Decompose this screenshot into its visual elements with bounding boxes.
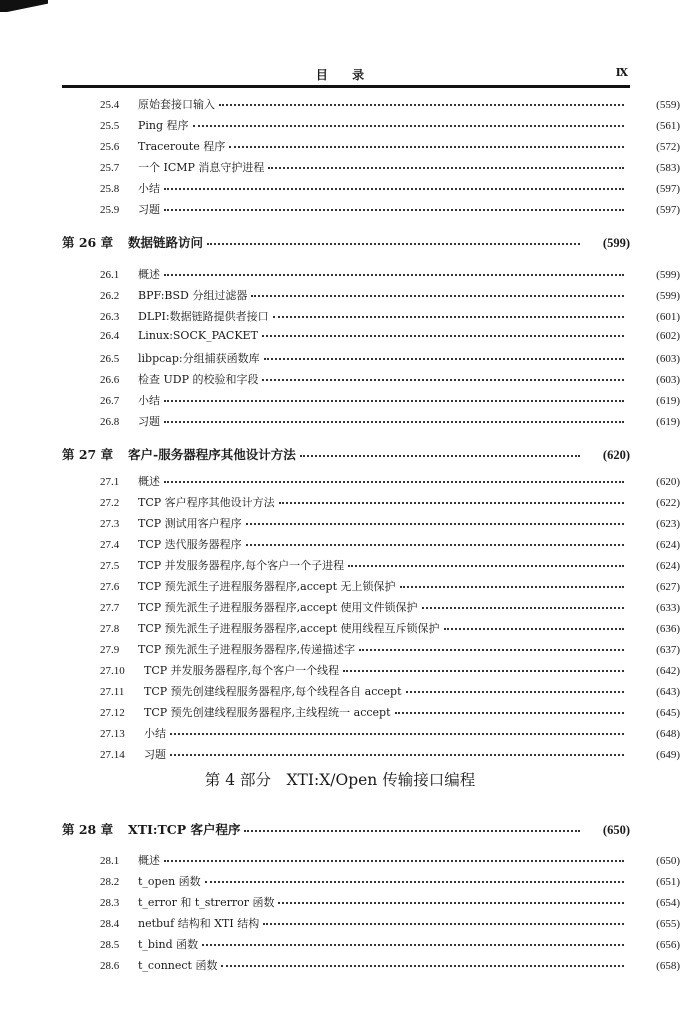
dot-leader <box>221 957 624 967</box>
toc-section-entry <box>0 117 680 133</box>
dot-leader <box>164 852 624 862</box>
toc-entry-number: 25.6 <box>100 141 120 153</box>
toc-entry-title: 小结 <box>144 727 166 740</box>
toc-entry-page: (643) <box>656 686 680 698</box>
toc-section-entry <box>0 746 680 762</box>
toc-entry-number: 第 27 章 <box>62 447 114 462</box>
toc-entry-title: 概述 <box>138 854 160 867</box>
toc-entry-number: 27.5 <box>100 560 120 572</box>
toc-section-entry <box>0 371 680 387</box>
toc-section-entry <box>0 473 680 489</box>
dot-leader <box>164 180 624 190</box>
toc-entry-title: TCP 并发服务器程序,每个客户一个线程 <box>144 664 340 677</box>
toc-entry-page: (655) <box>656 918 680 930</box>
toc-entry-number: 26.5 <box>100 353 120 365</box>
toc-entry-page: (624) <box>656 539 680 551</box>
toc-entry-page: (597) <box>656 183 680 195</box>
dot-leader <box>246 536 624 546</box>
toc-entry-page: (599) <box>656 290 680 302</box>
toc-entry-page: (622) <box>656 497 680 509</box>
toc-entry-number: 28.4 <box>100 918 120 930</box>
dot-leader <box>343 662 624 672</box>
toc-section-entry <box>0 494 680 510</box>
dot-leader <box>300 447 580 457</box>
toc-section-entry <box>0 266 680 282</box>
toc-chapter-entry <box>0 820 630 838</box>
toc-entry-title: netbuf 结构和 XTI 结构 <box>138 917 260 930</box>
toc-entry-title: TCP 客户程序其他设计方法 <box>138 496 275 509</box>
toc-entry-page: (619) <box>656 416 680 428</box>
toc-section-entry <box>0 641 680 657</box>
toc-entry-page: (620) <box>602 448 630 462</box>
dot-leader <box>205 873 624 883</box>
toc-entry-page: (603) <box>656 374 680 386</box>
dot-leader <box>348 557 624 567</box>
toc-section-entry <box>0 557 680 573</box>
dot-leader <box>279 494 624 504</box>
toc-entry-page: (597) <box>656 204 680 216</box>
toc-section-entry <box>0 725 680 741</box>
toc-entry-page: (559) <box>656 99 680 111</box>
toc-entry-number: 26.4 <box>100 330 120 342</box>
toc-chapter-entry <box>0 233 630 251</box>
toc-entry-page: (620) <box>656 476 680 488</box>
toc-entry-title: BPF:BSD 分组过滤器 <box>138 289 248 302</box>
toc-entry-number: 27.2 <box>100 497 120 509</box>
toc-entry-number: 26.8 <box>100 416 120 428</box>
toc-entry-number: 28.1 <box>100 855 120 867</box>
dot-leader <box>273 308 624 318</box>
toc-entry-page: (572) <box>656 141 680 153</box>
toc-entry-page: (624) <box>656 560 680 572</box>
toc-entry-page: (658) <box>656 960 680 972</box>
toc-section-entry <box>0 536 680 552</box>
toc-section-entry <box>0 704 680 720</box>
toc-entry-page: (645) <box>656 707 680 719</box>
toc-section-entry <box>0 662 680 678</box>
toc-entry-title: TCP 预先派生子进程服务器程序,accept 使用线程互斥锁保护 <box>138 622 440 635</box>
toc-entry-title: DLPI:数据链路提供者接口 <box>138 310 269 323</box>
toc-entry-title: Traceroute 程序 <box>138 140 226 153</box>
dot-leader <box>202 936 624 946</box>
toc-section-entry <box>0 392 680 408</box>
toc-entry-title: 一个 ICMP 消息守护进程 <box>138 161 265 174</box>
toc-section-entry <box>0 515 680 531</box>
toc-entry-number: 27.7 <box>100 602 120 614</box>
toc-section-entry <box>0 894 680 910</box>
toc-section-entry <box>0 287 680 303</box>
toc-entry-number: 25.7 <box>100 162 120 174</box>
toc-entry-title: TCP 预先派生子进程服务器程序,传递描述字 <box>138 643 356 656</box>
toc-entry-title: XTI:TCP 客户程序 <box>128 822 241 837</box>
toc-entry-number: 27.13 <box>100 728 125 740</box>
toc-entry-title: TCP 测试用客户程序 <box>138 517 242 530</box>
dot-leader <box>262 371 624 381</box>
toc-entry-page: (561) <box>656 120 680 132</box>
toc-entry-title: 概述 <box>138 268 160 281</box>
dot-leader <box>244 822 580 832</box>
toc-entry-page: (654) <box>656 897 680 909</box>
dot-leader <box>246 515 624 525</box>
toc-entry-title: t_bind 函数 <box>138 938 199 951</box>
toc-section-entry <box>0 620 680 636</box>
dot-leader <box>207 235 580 245</box>
dot-leader <box>170 746 624 756</box>
toc-entry-title: TCP 预先创建线程服务器程序,每个线程各自 accept <box>144 685 402 698</box>
toc-section-entry <box>0 329 680 342</box>
toc-section-entry <box>0 936 680 952</box>
toc-entry-number: 27.10 <box>100 665 125 677</box>
toc-entry-title: TCP 并发服务器程序,每个客户一个子进程 <box>138 559 345 572</box>
part-heading: 第 4 部分 XTI:X/Open 传输接口编程 <box>204 771 476 789</box>
toc-section-entry <box>0 308 680 324</box>
toc-entry-number: 27.6 <box>100 581 120 593</box>
toc-entry-page: (636) <box>656 623 680 635</box>
dot-leader <box>406 683 625 693</box>
toc-entry-number: 27.1 <box>100 476 120 488</box>
toc-section-entry <box>0 96 680 112</box>
dot-leader <box>444 620 625 630</box>
scan-corner-mark <box>0 0 48 12</box>
toc-entry-title: 原始套接口输入 <box>138 98 215 111</box>
toc-entry-page: (650) <box>656 855 680 867</box>
toc-entry-page: (583) <box>656 162 680 174</box>
toc-entry-number: 27.12 <box>100 707 125 719</box>
toc-section-entry <box>0 683 680 699</box>
toc-entry-number: 27.3 <box>100 518 120 530</box>
toc-entry-number: 25.5 <box>100 120 120 132</box>
toc-entry-title: 数据链路访问 <box>128 235 204 250</box>
toc-entry-number: 25.8 <box>100 183 120 195</box>
toc-entry-page: (602) <box>656 330 680 342</box>
toc-entry-number: 26.3 <box>100 311 120 323</box>
toc-entry-number: 26.6 <box>100 374 120 386</box>
toc-entry-title: TCP 预先派生子进程服务器程序,accept 无上锁保护 <box>138 580 396 593</box>
toc-entry-page: (642) <box>656 665 680 677</box>
toc-entry-page: (603) <box>656 353 680 365</box>
toc-entry-title: TCP 预先创建线程服务器程序,主线程统一 accept <box>144 706 391 719</box>
dot-leader <box>268 159 624 169</box>
dot-leader <box>170 725 624 735</box>
toc-entry-page: (656) <box>656 939 680 951</box>
toc-entry-title: t_error 和 t_strerror 函数 <box>138 896 275 909</box>
toc-entry-title: 检查 UDP 的校验和字段 <box>138 373 259 386</box>
dot-leader <box>164 266 624 276</box>
toc-entry-number: 28.5 <box>100 939 120 951</box>
toc-entry-number: 27.14 <box>100 749 125 761</box>
toc-entry-title: t_connect 函数 <box>138 959 218 972</box>
dot-leader <box>264 350 624 360</box>
toc-entry-page: (619) <box>656 395 680 407</box>
toc-entry-title: 习题 <box>138 203 160 216</box>
toc-entry-title: 小结 <box>138 182 160 195</box>
toc-entry-number: 27.11 <box>100 686 125 698</box>
toc-entry-number: 第 26 章 <box>62 235 114 250</box>
toc-entry-page: (627) <box>656 581 680 593</box>
toc-entry-page: (650) <box>602 823 630 837</box>
toc-section-entry <box>0 413 680 429</box>
page-number: Ⅸ <box>615 66 628 79</box>
toc-entry-page: (651) <box>656 876 680 888</box>
dot-leader <box>278 894 624 904</box>
running-header <box>62 66 628 82</box>
toc-entry-title: t_open 函数 <box>138 875 201 888</box>
dot-leader <box>164 392 624 402</box>
toc-entry-number: 27.9 <box>100 644 120 656</box>
toc-entry-title: libpcap:分组捕获函数库 <box>138 352 260 365</box>
toc-section-entry <box>0 159 680 175</box>
dot-leader <box>400 578 625 588</box>
toc-entry-number: 25.4 <box>100 99 120 111</box>
toc-entry-number: 28.2 <box>100 876 120 888</box>
toc-entry-page: (599) <box>602 236 630 250</box>
dot-leader <box>359 641 624 651</box>
toc-entry-title: TCP 迭代服务器程序 <box>138 538 242 551</box>
toc-section-entry <box>0 915 680 931</box>
toc-entry-number: 28.3 <box>100 897 120 909</box>
toc-entry-number: 26.2 <box>100 290 120 302</box>
dot-leader <box>251 287 624 297</box>
toc-entry-page: (633) <box>656 602 680 614</box>
toc-entry-number: 第 28 章 <box>62 822 114 837</box>
toc-section-entry <box>0 180 680 196</box>
toc-entry-number: 28.6 <box>100 960 120 972</box>
dot-leader <box>219 96 624 106</box>
toc-section-entry <box>0 852 680 868</box>
dot-leader <box>164 473 624 483</box>
toc-entry-title: 习题 <box>138 415 160 428</box>
toc-entry-page: (648) <box>656 728 680 740</box>
toc-section-entry <box>0 957 680 973</box>
toc-section-entry <box>0 873 680 889</box>
toc-entry-number: 25.9 <box>100 204 120 216</box>
toc-chapter-entry <box>0 445 630 463</box>
header-rule <box>62 85 630 88</box>
dot-leader <box>229 138 624 148</box>
dot-leader <box>193 117 624 127</box>
toc-entry-number: 26.7 <box>100 395 120 407</box>
toc-entry-page: (599) <box>656 269 680 281</box>
dot-leader <box>263 915 624 925</box>
toc-section-entry <box>0 138 680 154</box>
toc-section-entry <box>0 599 680 615</box>
dot-leader <box>262 327 624 337</box>
toc-entry-page: (623) <box>656 518 680 530</box>
toc-entry-title: 客户-服务器程序其他设计方法 <box>128 447 296 462</box>
dot-leader <box>164 201 624 211</box>
toc-entry-number: 27.8 <box>100 623 120 635</box>
toc-entry-title: Ping 程序 <box>138 119 189 132</box>
toc-section-entry <box>0 578 680 594</box>
toc-entry-number: 26.1 <box>100 269 120 281</box>
toc-entry-page: (637) <box>656 644 680 656</box>
toc-entry-title: 小结 <box>138 394 160 407</box>
toc-entry-page: (649) <box>656 749 680 761</box>
toc-section-entry <box>0 350 680 366</box>
toc-entry-title: Linux:SOCK_PACKET <box>138 329 258 342</box>
toc-entry-title: TCP 预先派生子进程服务器程序,accept 使用文件锁保护 <box>138 601 418 614</box>
toc-entry-page: (601) <box>656 311 680 323</box>
toc-entry-title: 习题 <box>144 748 166 761</box>
toc-entry-title: 概述 <box>138 475 160 488</box>
dot-leader <box>395 704 625 714</box>
dot-leader <box>422 599 625 609</box>
dot-leader <box>164 413 624 423</box>
toc-section-entry <box>0 201 680 217</box>
toc-entry-number: 27.4 <box>100 539 120 551</box>
header-title: 目 录 <box>315 68 375 82</box>
